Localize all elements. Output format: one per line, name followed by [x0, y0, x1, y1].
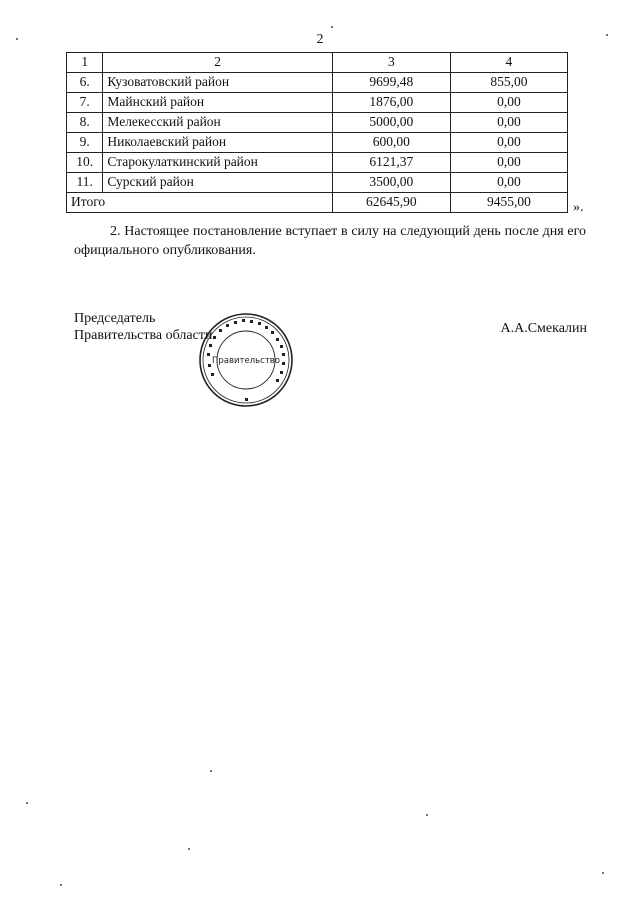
row-number: 7. — [67, 93, 103, 113]
amount-col3: 3500,00 — [332, 173, 450, 193]
official-seal-stamp — [198, 312, 294, 408]
scan-speck — [26, 802, 28, 804]
table-row — [67, 133, 568, 153]
total-row — [67, 193, 568, 213]
total-col3: 62645,90 — [332, 193, 450, 213]
amount-col3: 9699,48 — [332, 73, 450, 93]
row-number: 8. — [67, 113, 103, 133]
table-row — [67, 153, 568, 173]
effective-date-paragraph: 2. Настоящее постановление вступает в силу на следующий день после дня его официального опубликования. — [74, 224, 586, 258]
amount-col4: 0,00 — [450, 153, 567, 173]
scan-speck — [210, 770, 212, 772]
signatory-title-line2: Правительства области — [74, 328, 213, 343]
district-name: Кузоватовский район — [103, 73, 332, 93]
amount-col4: 855,00 — [450, 73, 567, 93]
district-name: Николаевский район — [103, 133, 332, 153]
scan-speck — [602, 872, 604, 874]
row-number: 11. — [67, 173, 103, 193]
table-row — [67, 93, 568, 113]
row-number: 10. — [67, 153, 103, 173]
scan-speck — [188, 848, 190, 850]
scan-speck — [331, 26, 333, 28]
amount-col3: 6121,37 — [332, 153, 450, 173]
scan-speck — [426, 814, 428, 816]
header-cell: 1 — [67, 53, 103, 73]
amount-col3: 1876,00 — [332, 93, 450, 113]
scan-speck — [16, 38, 18, 40]
header-cell: 3 — [332, 53, 450, 73]
total-label: Итого — [67, 193, 333, 213]
district-name: Сурский район — [103, 173, 332, 193]
funding-table — [66, 52, 568, 213]
amount-col4: 0,00 — [450, 133, 567, 153]
closing-quote: ». — [573, 200, 584, 215]
amount-col3: 600,00 — [332, 133, 450, 153]
row-number: 9. — [67, 133, 103, 153]
district-name: Старокулаткинский район — [103, 153, 332, 173]
amount-col4: 0,00 — [450, 173, 567, 193]
amount-col3: 5000,00 — [332, 113, 450, 133]
scan-speck — [60, 884, 62, 886]
stamp-center-text: Правительство — [212, 356, 280, 366]
amount-col4: 0,00 — [450, 93, 567, 113]
header-cell: 4 — [450, 53, 567, 73]
signatory-name: А.А.Смекалин — [500, 321, 587, 336]
signatory-title-line1: Председатель — [74, 311, 156, 326]
page-number: 2 — [316, 32, 324, 47]
scan-speck — [606, 34, 608, 36]
row-number: 6. — [67, 73, 103, 93]
header-cell: 2 — [103, 53, 332, 73]
total-col4: 9455,00 — [450, 193, 567, 213]
table-row — [67, 173, 568, 193]
table-row — [67, 113, 568, 133]
table-header-row — [67, 53, 568, 73]
signatory-title — [74, 310, 212, 344]
district-name: Майнский район — [103, 93, 332, 113]
district-name: Мелекесский район — [103, 113, 332, 133]
table-row — [67, 73, 568, 93]
amount-col4: 0,00 — [450, 113, 567, 133]
